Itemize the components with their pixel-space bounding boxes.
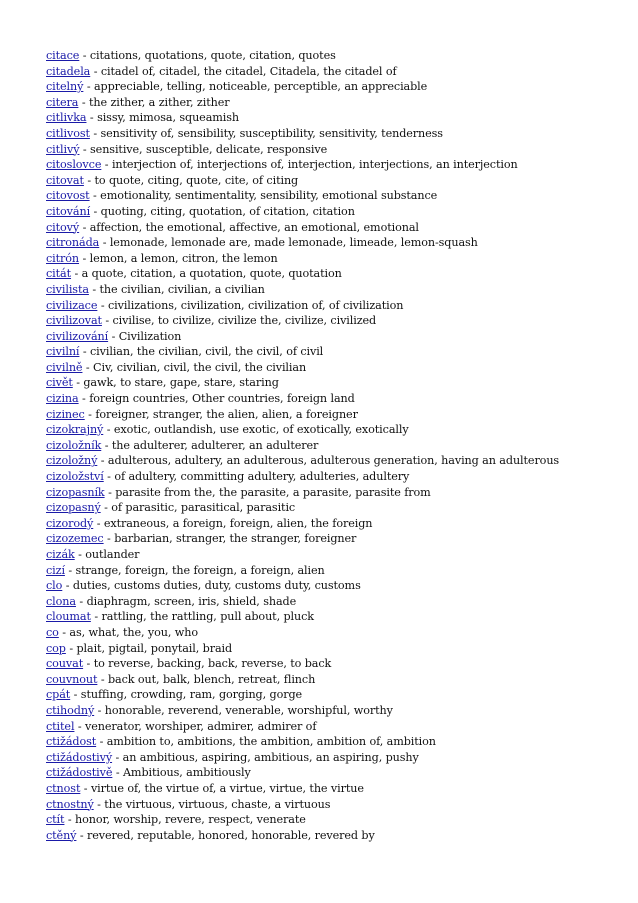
- dictionary-entry: [46, 204, 616, 220]
- entry-separator: -: [103, 470, 115, 484]
- entry-term-link[interactable]: cizina: [46, 392, 79, 406]
- entry-definition: plait, pigtail, ponytail, braid: [76, 641, 233, 655]
- entry-term-link[interactable]: cizopasný: [46, 501, 101, 515]
- dictionary-entry: [46, 750, 616, 766]
- entry-definition: exotic, outlandish, use exotic, of exotically, exotically: [113, 423, 409, 437]
- entry-term-link[interactable]: civilizace: [46, 298, 98, 312]
- entry-term-link[interactable]: cizoložství: [46, 470, 104, 484]
- dictionary-entry: [46, 485, 616, 501]
- entry-definition: of adultery, committing adultery, adulteries, adultery: [114, 470, 410, 484]
- entry-term-link[interactable]: citový: [46, 220, 80, 234]
- entry-term-link[interactable]: ctitel: [46, 719, 75, 733]
- entry-separator: -: [100, 501, 112, 515]
- dictionary-entry: [46, 313, 616, 329]
- entry-term-link[interactable]: civilně: [46, 360, 83, 374]
- dictionary-entry: [46, 375, 616, 391]
- entry-definition: back out, balk, blench, retreat, flinch: [107, 672, 316, 686]
- entry-separator: -: [112, 750, 123, 764]
- entry-definition: strange, foreign, the foreign, a foreign, alien: [75, 563, 325, 577]
- entry-separator: -: [90, 64, 101, 78]
- dictionary-entry: [46, 173, 616, 189]
- dictionary-page: [46, 48, 616, 843]
- dictionary-entry: [46, 95, 616, 111]
- dictionary-entry: [46, 547, 616, 563]
- entry-separator: -: [101, 314, 113, 328]
- entry-term-link[interactable]: ctít: [46, 813, 65, 827]
- dictionary-entry: [46, 407, 616, 423]
- entry-separator: -: [75, 594, 87, 608]
- entry-separator: -: [108, 329, 119, 343]
- entry-definition: Ambitious, ambitiously: [122, 766, 251, 780]
- entry-term-link[interactable]: citoslovce: [46, 158, 102, 172]
- entry-definition: the zither, a zither, zither: [88, 95, 230, 109]
- entry-separator: -: [90, 610, 102, 624]
- entry-term-link[interactable]: clona: [46, 594, 76, 608]
- dictionary-entry: [46, 765, 616, 781]
- dictionary-entry: [46, 719, 616, 735]
- entry-separator: -: [97, 454, 108, 468]
- entry-definition: to reverse, backing, back, reverse, to back: [93, 657, 332, 671]
- entry-definition: honorable, reverend, venerable, worshipful, worthy: [104, 703, 393, 717]
- entry-term-link[interactable]: cizokrajný: [46, 423, 104, 437]
- entry-definition: Civilization: [118, 329, 182, 343]
- dictionary-entry: [46, 625, 616, 641]
- entry-term-link[interactable]: civět: [46, 376, 73, 390]
- entry-term-link[interactable]: ctižádostivě: [46, 766, 113, 780]
- entry-definition: interjection of, interjections of, interjection, interjections, an interjection: [111, 158, 518, 172]
- entry-term-link[interactable]: couvnout: [46, 672, 98, 686]
- entry-definition: virtue of, the virtue of, a virtue, virtue, the virtue: [90, 781, 364, 795]
- entry-separator: -: [88, 282, 100, 296]
- entry-term-link[interactable]: cizinec: [46, 407, 85, 421]
- entry-separator: -: [101, 438, 112, 452]
- entry-definition: a quote, citation, a quotation, quote, quotation: [81, 267, 342, 281]
- entry-separator: -: [80, 781, 91, 795]
- entry-separator: -: [103, 423, 114, 437]
- entry-separator: -: [70, 688, 81, 702]
- entry-separator: -: [94, 703, 105, 717]
- entry-term-link[interactable]: citace: [46, 49, 80, 62]
- entry-separator: -: [71, 267, 82, 281]
- entry-separator: -: [72, 376, 84, 390]
- entry-definition: honor, worship, revere, respect, venerate: [75, 813, 306, 827]
- dictionary-entry: [46, 220, 616, 236]
- entry-term-link[interactable]: citlivka: [46, 111, 87, 125]
- entry-separator: -: [64, 563, 76, 577]
- entry-definition: extraneous, a foreign, foreign, alien, the foreign: [103, 516, 373, 530]
- entry-definition: citations, quotations, quote, citation, quotes: [89, 49, 336, 62]
- entry-separator: -: [84, 407, 96, 421]
- entry-definition: ambition to, ambitions, the ambition, ambition of, ambition: [106, 735, 436, 749]
- entry-term-link[interactable]: civilizování: [46, 329, 109, 343]
- dictionary-entry: [46, 734, 616, 750]
- dictionary-entry: [46, 531, 616, 547]
- entry-definition: duties, customs duties, duty, customs duty, customs: [72, 579, 361, 593]
- entry-separator: -: [64, 813, 76, 827]
- entry-separator: -: [78, 392, 90, 406]
- dictionary-entry: [46, 500, 616, 516]
- entry-separator: -: [97, 672, 108, 686]
- entry-separator: -: [96, 735, 107, 749]
- dictionary-entry: [46, 453, 616, 469]
- dictionary-entry: [46, 828, 616, 844]
- dictionary-entry: [46, 797, 616, 813]
- entry-definition: diaphragm, screen, iris, shield, shade: [86, 594, 297, 608]
- entry-term-link[interactable]: co: [46, 625, 59, 639]
- entry-separator: -: [74, 548, 86, 561]
- entry-term-link[interactable]: cizozemec: [46, 532, 104, 546]
- entry-term-link[interactable]: ctěný: [46, 828, 77, 842]
- dictionary-entry: [46, 110, 616, 126]
- entry-definition: stuffing, crowding, ram, gorging, gorge: [80, 688, 303, 702]
- dictionary-entry: [46, 126, 616, 142]
- entry-separator: -: [103, 532, 115, 546]
- entry-separator: -: [83, 80, 94, 94]
- entry-definition: appreciable, telling, noticeable, perceptible, an appreciable: [93, 80, 428, 94]
- entry-definition: of parasitic, parasitical, parasitic: [111, 501, 296, 515]
- entry-term-link[interactable]: citadela: [46, 64, 91, 78]
- entry-term-link[interactable]: cizorodý: [46, 516, 94, 530]
- entry-term-link[interactable]: cizák: [46, 548, 75, 561]
- entry-separator: -: [79, 345, 90, 359]
- entry-separator: -: [89, 126, 101, 140]
- dictionary-entry: [46, 516, 616, 532]
- entry-separator: -: [83, 173, 95, 187]
- dictionary-entry: [46, 251, 616, 267]
- entry-separator: -: [82, 360, 94, 374]
- entry-definition: sissy, mimosa, squeamish: [97, 111, 239, 125]
- entry-separator: -: [99, 236, 110, 250]
- entry-separator: -: [86, 111, 98, 125]
- entry-definition: venerator, worshiper, admirer, admirer of: [85, 719, 317, 733]
- entry-definition: parasite from the, the parasite, a parasite, parasite from: [115, 485, 431, 499]
- entry-separator: -: [83, 657, 94, 671]
- entry-separator: -: [104, 485, 116, 499]
- dictionary-entry: [46, 812, 616, 828]
- entry-separator: -: [74, 719, 86, 733]
- entry-term-link[interactable]: citlivý: [46, 142, 80, 156]
- entry-term-link[interactable]: clo: [46, 579, 63, 593]
- entry-term-link[interactable]: citelný: [46, 80, 84, 94]
- entry-term-link[interactable]: couvat: [46, 657, 84, 671]
- entry-term-link[interactable]: civilní: [46, 345, 80, 359]
- entry-definition: affection, the emotional, affective, an emotional, emotional: [89, 220, 419, 234]
- dictionary-entry: [46, 79, 616, 95]
- dictionary-entry: [46, 422, 616, 438]
- entry-separator: -: [78, 95, 89, 109]
- entry-term-link[interactable]: citronáda: [46, 236, 100, 250]
- dictionary-entry: [46, 329, 616, 345]
- entry-definition: civilizations, civilization, civilization of, of civilization: [107, 298, 404, 312]
- dictionary-entry: [46, 563, 616, 579]
- dictionary-entry: [46, 344, 616, 360]
- entry-definition: foreign countries, Other countries, foreign land: [89, 392, 355, 406]
- entry-definition: Civ, civilian, civil, the civil, the civilian: [93, 360, 307, 374]
- dictionary-entry: [46, 142, 616, 158]
- entry-separator: -: [58, 625, 70, 639]
- entry-term-link[interactable]: cloumat: [46, 610, 91, 624]
- entry-definition: outlander: [85, 548, 140, 561]
- entry-definition: an ambitious, aspiring, ambitious, an aspiring, pushy: [122, 750, 419, 764]
- entry-separator: -: [79, 49, 90, 62]
- entry-definition: adulterous, adultery, an adulterous, adulterous generation, having an adulterous: [107, 454, 560, 468]
- entry-definition: emotionality, sentimentality, sensibility, emotional substance: [100, 189, 438, 203]
- entry-term-link[interactable]: civilista: [46, 282, 89, 296]
- entry-definition: sensitivity of, sensibility, susceptibility, sensitivity, tenderness: [100, 126, 443, 140]
- dictionary-entry: [46, 672, 616, 688]
- entry-definition: the adulterer, adulterer, an adulterer: [111, 438, 319, 452]
- entry-definition: as, what, the, you, who: [69, 625, 199, 639]
- dictionary-entry: [46, 609, 616, 625]
- entry-separator: -: [79, 251, 90, 265]
- dictionary-entry: [46, 391, 616, 407]
- dictionary-entry: [46, 157, 616, 173]
- entry-term-link[interactable]: ctnostný: [46, 797, 94, 811]
- entry-definition: lemon, a lemon, citron, the lemon: [89, 251, 278, 265]
- entry-separator: -: [101, 158, 112, 172]
- entry-term-link[interactable]: citovat: [46, 173, 84, 187]
- dictionary-entry: [46, 64, 616, 80]
- entry-term-link[interactable]: cizopasník: [46, 485, 105, 499]
- entry-definition: to quote, citing, quote, cite, of citing: [94, 173, 299, 187]
- entry-term-link[interactable]: ctihodný: [46, 703, 95, 717]
- entry-definition: foreigner, stranger, the alien, alien, a foreigner: [95, 407, 358, 421]
- dictionary-entry: [46, 687, 616, 703]
- entry-definition: sensitive, susceptible, delicate, responsive: [90, 142, 328, 156]
- dictionary-entry: [46, 298, 616, 314]
- entry-definition: civilian, the civilian, civil, the civil, of civil: [90, 345, 324, 359]
- entry-term-link[interactable]: cizoložník: [46, 438, 102, 452]
- entry-separator: -: [62, 579, 73, 593]
- entry-definition: lemonade, lemonade are, made lemonade, limeade, lemon-squash: [109, 236, 478, 250]
- entry-separator: -: [93, 516, 104, 530]
- entry-term-link[interactable]: citrón: [46, 251, 80, 265]
- entry-definition: the virtuous, virtuous, chaste, a virtuous: [104, 797, 331, 811]
- dictionary-entry: [46, 235, 616, 251]
- dictionary-entry: [46, 282, 616, 298]
- dictionary-entry: [46, 266, 616, 282]
- dictionary-entry: [46, 360, 616, 376]
- dictionary-entry: [46, 48, 616, 64]
- entry-separator: -: [97, 298, 108, 312]
- entry-term-link[interactable]: civilizovat: [46, 314, 102, 328]
- entry-separator: -: [89, 189, 101, 203]
- entry-separator: -: [65, 641, 77, 655]
- dictionary-entry: [46, 656, 616, 672]
- entry-term-link[interactable]: ctižádost: [46, 735, 97, 749]
- entry-definition: the civilian, civilian, a civilian: [99, 282, 265, 296]
- dictionary-entry: [46, 641, 616, 657]
- entry-term-link[interactable]: cizí: [46, 563, 65, 577]
- entry-term-link[interactable]: cizoložný: [46, 454, 98, 468]
- entry-separator: -: [93, 797, 105, 811]
- entry-term-link[interactable]: ctnost: [46, 781, 81, 795]
- entry-definition: rattling, the rattling, pull about, pluck: [101, 610, 314, 624]
- entry-list: [46, 48, 616, 843]
- dictionary-entry: [46, 469, 616, 485]
- dictionary-entry: [46, 781, 616, 797]
- dictionary-entry: [46, 594, 616, 610]
- entry-term-link[interactable]: citát: [46, 267, 72, 281]
- entry-separator: -: [90, 204, 101, 218]
- entry-term-link[interactable]: citera: [46, 95, 79, 109]
- dictionary-entry: [46, 438, 616, 454]
- dictionary-entry: [46, 703, 616, 719]
- entry-definition: revered, reputable, honored, honorable, revered by: [87, 828, 375, 842]
- entry-definition: quoting, citing, quotation, of citation, citation: [100, 204, 355, 218]
- entry-separator: -: [112, 766, 123, 780]
- entry-definition: gawk, to stare, gape, stare, staring: [83, 376, 279, 390]
- entry-term-link[interactable]: citlivost: [46, 126, 90, 140]
- entry-separator: -: [79, 220, 90, 234]
- entry-term-link[interactable]: citování: [46, 204, 91, 218]
- entry-term-link[interactable]: ctižádostivý: [46, 750, 113, 764]
- entry-separator: -: [76, 828, 88, 842]
- entry-separator: -: [79, 142, 91, 156]
- entry-term-link[interactable]: citovost: [46, 189, 90, 203]
- entry-definition: barbarian, stranger, the stranger, foreigner: [114, 532, 357, 546]
- entry-definition: civilise, to civilize, civilize the, civilize, civilized: [112, 314, 377, 328]
- dictionary-entry: [46, 188, 616, 204]
- dictionary-entry: [46, 578, 616, 594]
- entry-term-link[interactable]: cpát: [46, 688, 71, 702]
- entry-definition: citadel of, citadel, the citadel, Citadela, the citadel of: [100, 64, 397, 78]
- entry-term-link[interactable]: cop: [46, 641, 66, 655]
